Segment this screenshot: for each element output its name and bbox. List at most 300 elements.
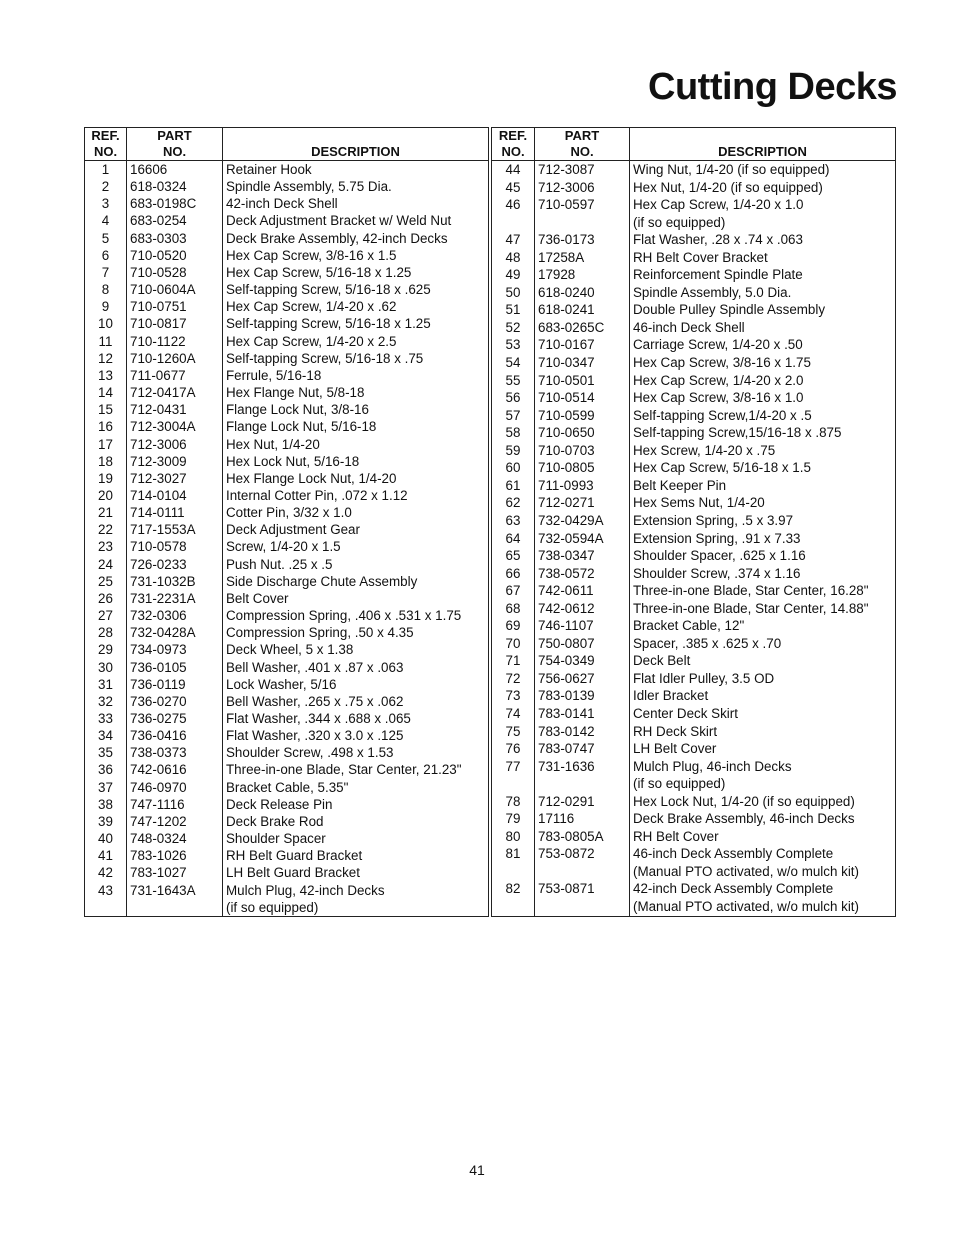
part-description: (if so equipped) <box>633 214 726 230</box>
part-description: Side Discharge Chute Assembly <box>226 573 418 589</box>
table-filler-row <box>85 916 489 917</box>
part-number: 736-0173 <box>535 231 630 249</box>
table-row <box>492 266 896 284</box>
table-filler-cell <box>85 916 127 917</box>
ref-number: 49 <box>492 266 535 284</box>
ref-number: 16 <box>85 418 127 435</box>
description-header: DESCRIPTION <box>630 128 896 161</box>
part-description: Wing Nut, 1/4-20 (if so equipped) <box>633 162 830 177</box>
part-number: 783-0142 <box>535 723 630 741</box>
part-number: 618-0240 <box>535 284 630 302</box>
ref-number: 47 <box>492 231 535 249</box>
ref-number: 23 <box>85 538 127 555</box>
part-number: 734-0973 <box>127 641 223 658</box>
ref-number: 79 <box>492 810 535 828</box>
part-description: Deck Brake Assembly, 42-inch Decks <box>226 230 448 246</box>
table-row <box>85 676 489 693</box>
ref-number: 21 <box>85 504 127 521</box>
part-number: 731-1032B <box>127 573 223 590</box>
table-row <box>85 556 489 573</box>
part-description: LH Belt Guard Bracket <box>226 865 360 881</box>
ref-number: 58 <box>492 424 535 442</box>
ref-number <box>492 214 535 232</box>
part-number: 738-0572 <box>535 565 630 583</box>
table-row <box>85 641 489 658</box>
part-description: (if so equipped) <box>226 899 319 915</box>
table-row <box>85 470 489 487</box>
table-row <box>85 367 489 384</box>
table-row <box>492 354 896 372</box>
part-number: 683-0265C <box>535 319 630 337</box>
part-description: 46-inch Deck Shell <box>633 319 745 335</box>
part-number: 711-0677 <box>127 367 223 384</box>
ref-number: 68 <box>492 600 535 618</box>
part-number <box>535 898 630 916</box>
table-row <box>492 617 896 635</box>
part-description: Center Deck Skirt <box>633 705 738 721</box>
part-description: Shoulder Screw, .498 x 1.53 <box>226 745 394 761</box>
table-row <box>85 573 489 590</box>
table-row <box>85 796 489 813</box>
part-number: 742-0612 <box>535 600 630 618</box>
table-row <box>492 828 896 846</box>
part-description: Retainer Hook <box>226 162 312 177</box>
part-number: 783-0139 <box>535 687 630 705</box>
ref-number: 77 <box>492 758 535 776</box>
part-description: 46-inch Deck Assembly Complete <box>633 846 834 862</box>
table-header-row <box>85 128 489 161</box>
part-description: Shoulder Spacer <box>226 831 326 847</box>
ref-number: 55 <box>492 372 535 390</box>
ref-number: 78 <box>492 793 535 811</box>
table-row <box>85 899 489 916</box>
part-number: 710-0501 <box>535 372 630 390</box>
ref-number: 52 <box>492 319 535 337</box>
part-description: Hex Flange Nut, 5/8-18 <box>226 385 365 401</box>
ref-number: 7 <box>85 264 127 281</box>
ref-number: 1 <box>85 161 127 179</box>
table-filler-cell <box>127 916 223 917</box>
part-number: 756-0627 <box>535 670 630 688</box>
table-row <box>492 845 896 863</box>
part-number: 731-1636 <box>535 758 630 776</box>
table-filler-cell <box>492 916 535 917</box>
table-row <box>492 775 896 793</box>
table-row <box>85 727 489 744</box>
part-number: 736-0275 <box>127 710 223 727</box>
page-number: 41 <box>469 1162 485 1178</box>
part-description: Deck Adjustment Gear <box>226 522 360 538</box>
table-row <box>492 407 896 425</box>
table-row <box>492 372 896 390</box>
part-number: 746-1107 <box>535 617 630 635</box>
table-row <box>85 315 489 332</box>
ref-number: 29 <box>85 641 127 658</box>
table-row <box>492 459 896 477</box>
ref-number: 63 <box>492 512 535 530</box>
part-description: Self-tapping Screw,1/4-20 x .5 <box>633 407 812 423</box>
table-filler-cell <box>223 916 489 917</box>
part-description: Three-in-one Blade, Star Center, 21.23" <box>226 762 462 778</box>
part-description: Flat Washer, .320 x 3.0 x .125 <box>226 728 404 744</box>
table-row <box>85 212 489 229</box>
ref-number: 13 <box>85 367 127 384</box>
part-description: Shoulder Screw, .374 x 1.16 <box>633 565 801 581</box>
ref-number: 30 <box>85 659 127 676</box>
table-row <box>85 693 489 710</box>
ref-number: 37 <box>85 779 127 796</box>
table-row <box>85 882 489 899</box>
part-number: 717-1553A <box>127 521 223 538</box>
part-number: 710-0599 <box>535 407 630 425</box>
table-row <box>85 744 489 761</box>
part-description: RH Belt Cover <box>633 828 719 844</box>
part-description: Spindle Assembly, 5.0 Dia. <box>633 284 792 300</box>
table-row <box>492 512 896 530</box>
table-row <box>492 284 896 302</box>
part-number <box>535 775 630 793</box>
table-row <box>492 582 896 600</box>
part-number <box>535 863 630 881</box>
ref-number: 4 <box>85 212 127 229</box>
part-no-header: PART NO. <box>535 128 630 161</box>
parts-rows-right <box>492 161 896 917</box>
table-row <box>492 687 896 705</box>
ref-number: 44 <box>492 161 535 179</box>
part-description: Hex Cap Screw, 5/16-18 x 1.25 <box>226 264 412 280</box>
part-description: Flat Washer, .28 x .74 x .063 <box>633 232 803 248</box>
part-number: 712-3006 <box>127 436 223 453</box>
part-description: Shoulder Spacer, .625 x 1.16 <box>633 548 806 564</box>
ref-number: 74 <box>492 705 535 723</box>
ref-number: 33 <box>85 710 127 727</box>
ref-number: 46 <box>492 196 535 214</box>
part-number: 712-3004A <box>127 418 223 435</box>
table-row <box>492 600 896 618</box>
ref-number: 34 <box>85 727 127 744</box>
part-number: 753-0871 <box>535 880 630 898</box>
ref-number: 69 <box>492 617 535 635</box>
table-row <box>492 477 896 495</box>
table-row <box>85 779 489 796</box>
ref-number: 40 <box>85 830 127 847</box>
part-description: Flange Lock Nut, 5/16-18 <box>226 419 377 435</box>
ref-number: 76 <box>492 740 535 758</box>
part-number: 711-0993 <box>535 477 630 495</box>
ref-number: 26 <box>85 590 127 607</box>
table-row <box>85 195 489 212</box>
table-row <box>492 336 896 354</box>
table-row <box>492 793 896 811</box>
ref-number <box>492 775 535 793</box>
part-number: 17928 <box>535 266 630 284</box>
parts-rows-left <box>85 161 489 917</box>
table-row <box>85 761 489 778</box>
part-description: Reinforcement Spindle Plate <box>633 267 803 283</box>
part-description: Internal Cotter Pin, .072 x 1.12 <box>226 487 408 503</box>
part-number: 712-0417A <box>127 384 223 401</box>
ref-number: 38 <box>85 796 127 813</box>
part-number: 710-0528 <box>127 264 223 281</box>
ref-number: 51 <box>492 301 535 319</box>
ref-number: 80 <box>492 828 535 846</box>
table-row <box>492 547 896 565</box>
part-number: 742-0611 <box>535 582 630 600</box>
part-description: Idler Bracket <box>633 688 709 704</box>
table-row <box>492 863 896 881</box>
part-number: 618-0241 <box>535 301 630 319</box>
part-number <box>127 899 223 916</box>
part-description: Self-tapping Screw, 5/16-18 x .75 <box>226 350 424 366</box>
part-description: Deck Release Pin <box>226 796 333 812</box>
part-description: Hex Flange Lock Nut, 1/4-20 <box>226 470 397 486</box>
ref-number: 35 <box>85 744 127 761</box>
part-description: Hex Screw, 1/4-20 x .75 <box>633 442 776 458</box>
part-description: Spindle Assembly, 5.75 Dia. <box>226 179 392 195</box>
ref-number: 50 <box>492 284 535 302</box>
table-row <box>492 705 896 723</box>
table-row <box>85 281 489 298</box>
table-row <box>492 880 896 898</box>
ref-number: 67 <box>492 582 535 600</box>
part-number: 747-1116 <box>127 796 223 813</box>
table-row <box>85 298 489 315</box>
part-number: 17258A <box>535 249 630 267</box>
ref-number: 53 <box>492 336 535 354</box>
part-description: Compression Spring, .406 x .531 x 1.75 <box>226 608 462 624</box>
page-title: Cutting Decks <box>648 66 897 108</box>
part-number: 736-0270 <box>127 693 223 710</box>
ref-number: 24 <box>85 556 127 573</box>
part-description: Hex Cap Screw, 3/8-16 x 1.0 <box>633 390 804 406</box>
ref-number: 59 <box>492 442 535 460</box>
part-number: 712-3027 <box>127 470 223 487</box>
part-number: 683-0254 <box>127 212 223 229</box>
part-number: 732-0594A <box>535 530 630 548</box>
part-description: Belt Keeper Pin <box>633 477 727 493</box>
part-number: 731-2231A <box>127 590 223 607</box>
ref-number: 17 <box>85 436 127 453</box>
ref-number: 27 <box>85 607 127 624</box>
table-row <box>85 384 489 401</box>
ref-number: 20 <box>85 487 127 504</box>
ref-number: 28 <box>85 624 127 641</box>
table-row <box>85 521 489 538</box>
ref-number: 31 <box>85 676 127 693</box>
part-number: 710-0805 <box>535 459 630 477</box>
part-number: 710-0597 <box>535 196 630 214</box>
ref-number: 10 <box>85 315 127 332</box>
part-description: Hex Lock Nut, 5/16-18 <box>226 453 360 469</box>
part-number: 712-0271 <box>535 494 630 512</box>
part-number: 736-0119 <box>127 676 223 693</box>
ref-number: 73 <box>492 687 535 705</box>
table-row <box>492 442 896 460</box>
table-filler-row <box>492 916 896 917</box>
table-row <box>85 178 489 195</box>
table-row <box>492 758 896 776</box>
part-number: 746-0970 <box>127 779 223 796</box>
part-description: Deck Brake Assembly, 46-inch Decks <box>633 811 855 827</box>
part-number: 712-3006 <box>535 179 630 197</box>
ref-number: 66 <box>492 565 535 583</box>
part-number: 710-0604A <box>127 281 223 298</box>
table-row <box>85 401 489 418</box>
ref-number: 8 <box>85 281 127 298</box>
ref-number: 71 <box>492 652 535 670</box>
table-row <box>492 301 896 319</box>
ref-number: 75 <box>492 723 535 741</box>
part-number: 754-0349 <box>535 652 630 670</box>
ref-number: 42 <box>85 864 127 881</box>
part-description: LH Belt Cover <box>633 741 717 757</box>
ref-number: 3 <box>85 195 127 212</box>
part-description: Deck Adjustment Bracket w/ Weld Nut <box>226 213 452 229</box>
table-row <box>85 350 489 367</box>
table-row <box>492 723 896 741</box>
table-row <box>492 530 896 548</box>
table-row <box>492 740 896 758</box>
ref-number: 45 <box>492 179 535 197</box>
part-number: 710-0167 <box>535 336 630 354</box>
part-number: 683-0303 <box>127 230 223 247</box>
ref-number: 25 <box>85 573 127 590</box>
part-number: 783-1026 <box>127 847 223 864</box>
table-row <box>85 607 489 624</box>
part-description: Extension Spring, .5 x 3.97 <box>633 512 794 528</box>
ref-no-header: REF. NO. <box>492 128 535 161</box>
part-description: Hex Cap Screw, 1/4-20 x .62 <box>226 299 397 315</box>
ref-number: 72 <box>492 670 535 688</box>
part-number: 738-0373 <box>127 744 223 761</box>
ref-number: 82 <box>492 880 535 898</box>
ref-number: 9 <box>85 298 127 315</box>
part-number: 732-0306 <box>127 607 223 624</box>
ref-no-header: REF. NO. <box>85 128 127 161</box>
part-number: 714-0104 <box>127 487 223 504</box>
ref-number: 81 <box>492 845 535 863</box>
table-row <box>85 230 489 247</box>
part-description: Bracket Cable, 5.35" <box>226 779 349 795</box>
part-number: 783-0141 <box>535 705 630 723</box>
part-description: Self-tapping Screw,15/16-18 x .875 <box>633 425 842 441</box>
part-description: 42-inch Deck Shell <box>226 196 338 212</box>
ref-number: 22 <box>85 521 127 538</box>
table-row <box>492 249 896 267</box>
ref-number: 12 <box>85 350 127 367</box>
table-filler-cell <box>630 916 896 917</box>
table-row <box>492 389 896 407</box>
ref-number: 36 <box>85 761 127 778</box>
part-no-header: PART NO. <box>127 128 223 161</box>
part-description: 42-inch Deck Assembly Complete <box>633 881 834 897</box>
part-number: 710-0650 <box>535 424 630 442</box>
part-number: 732-0428A <box>127 624 223 641</box>
ref-number: 57 <box>492 407 535 425</box>
part-description: Bell Washer, .265 x .75 x .062 <box>226 693 404 709</box>
part-number: 712-0291 <box>535 793 630 811</box>
part-number: 618-0324 <box>127 178 223 195</box>
part-description: Deck Belt <box>633 653 691 669</box>
ref-number: 39 <box>85 813 127 830</box>
table-row <box>85 333 489 350</box>
table-row <box>85 590 489 607</box>
part-description: Carriage Screw, 1/4-20 x .50 <box>633 337 803 353</box>
part-description: Bell Washer, .401 x .87 x .063 <box>226 659 404 675</box>
table-row <box>85 710 489 727</box>
ref-number: 48 <box>492 249 535 267</box>
part-number: 742-0616 <box>127 761 223 778</box>
part-description: Hex Nut, 1/4-20 (if so equipped) <box>633 179 823 195</box>
part-number: 710-1122 <box>127 333 223 350</box>
part-description: Hex Lock Nut, 1/4-20 (if so equipped) <box>633 793 855 809</box>
table-row <box>492 635 896 653</box>
table-header-row <box>492 128 896 161</box>
table-row <box>85 504 489 521</box>
part-number: 738-0347 <box>535 547 630 565</box>
ref-number: 65 <box>492 547 535 565</box>
table-row <box>492 179 896 197</box>
part-description: Double Pulley Spindle Assembly <box>633 302 826 318</box>
part-description: Hex Cap Screw, 3/8-16 x 1.75 <box>633 355 811 371</box>
parts-table-left <box>84 127 489 917</box>
part-description: Hex Nut, 1/4-20 <box>226 436 320 452</box>
part-number: 712-3087 <box>535 161 630 179</box>
part-number: 710-1260A <box>127 350 223 367</box>
part-number: 736-0105 <box>127 659 223 676</box>
table-row <box>85 847 489 864</box>
part-description: Hex Cap Screw, 1/4-20 x 2.0 <box>633 372 804 388</box>
part-number: 710-0578 <box>127 538 223 555</box>
table-row <box>85 659 489 676</box>
ref-number: 15 <box>85 401 127 418</box>
ref-number: 18 <box>85 453 127 470</box>
part-description: Self-tapping Screw, 5/16-18 x .625 <box>226 282 431 298</box>
part-description: Self-tapping Screw, 5/16-18 x 1.25 <box>226 316 431 332</box>
part-number <box>535 214 630 232</box>
part-description: Ferrule, 5/16-18 <box>226 367 322 383</box>
part-number: 750-0807 <box>535 635 630 653</box>
part-number: 683-0198C <box>127 195 223 212</box>
part-number: 748-0324 <box>127 830 223 847</box>
table-row <box>85 453 489 470</box>
part-number: 783-0805A <box>535 828 630 846</box>
table-row <box>85 436 489 453</box>
part-number: 714-0111 <box>127 504 223 521</box>
ref-number: 54 <box>492 354 535 372</box>
part-description: Mulch Plug, 46-inch Decks <box>633 758 792 774</box>
part-description: Three-in-one Blade, Star Center, 14.88" <box>633 600 869 616</box>
part-description: Hex Cap Screw, 5/16-18 x 1.5 <box>633 460 811 476</box>
table-row <box>85 487 489 504</box>
table-row <box>85 247 489 264</box>
part-description: Flange Lock Nut, 3/8-16 <box>226 402 369 418</box>
table-row <box>492 424 896 442</box>
ref-number: 5 <box>85 230 127 247</box>
ref-number: 61 <box>492 477 535 495</box>
part-number: 16606 <box>127 161 223 179</box>
table-row <box>85 624 489 641</box>
description-header: DESCRIPTION <box>223 128 489 161</box>
part-number: 783-1027 <box>127 864 223 881</box>
part-number: 712-3009 <box>127 453 223 470</box>
part-description: (Manual PTO activated, w/o mulch kit) <box>633 863 859 879</box>
ref-number <box>492 863 535 881</box>
part-number: 710-0703 <box>535 442 630 460</box>
ref-number: 41 <box>85 847 127 864</box>
table-row <box>85 161 489 179</box>
ref-number <box>492 898 535 916</box>
